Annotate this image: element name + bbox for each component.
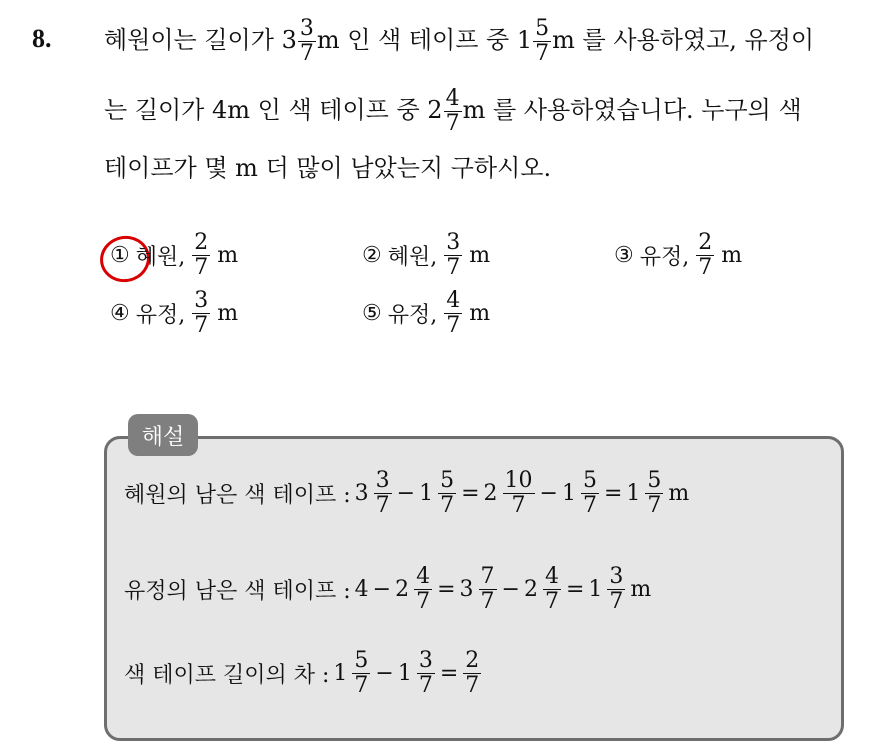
unit: m	[469, 301, 491, 326]
fraction: $\frac{2}{7}$	[194, 230, 209, 280]
row-label: 유정의 남은 색 테이프 :	[124, 579, 351, 604]
minus-sign: −	[539, 481, 558, 506]
minus-sign: −	[501, 577, 520, 602]
equals-sign: =	[461, 481, 480, 506]
fraction: $\frac{2}{7}$	[465, 648, 480, 698]
question-text: m 를 사용하였습니다. 누구의 색	[462, 96, 802, 124]
unit: m	[721, 243, 743, 268]
fraction: $\frac{3}{7}$	[375, 468, 390, 518]
equals-sign: =	[603, 481, 623, 506]
mixed-whole: 3	[281, 26, 297, 54]
choice-number: ②	[362, 243, 382, 268]
fraction: $\frac{4}{7}$	[445, 86, 460, 136]
question-number: 8.	[32, 24, 52, 53]
minus-sign: −	[375, 661, 394, 686]
equals-sign: =	[565, 577, 585, 602]
mixed-whole: 2	[427, 96, 443, 124]
mixed-whole: 2	[395, 577, 410, 602]
mixed-whole: 1	[561, 481, 576, 506]
choice-number: ④	[110, 301, 130, 326]
mixed-whole: 1	[626, 481, 641, 506]
question-text: 혜원이는 길이가	[104, 26, 274, 54]
fraction: $\frac{5}{7}$	[647, 468, 662, 518]
fraction: $\frac{5}{7}$	[535, 16, 550, 66]
mixed-whole: 1	[419, 481, 434, 506]
minus-sign: −	[372, 577, 392, 602]
unit: m	[469, 243, 491, 268]
unit: m	[217, 301, 239, 326]
question-text: m 인 색 테이프 중	[316, 26, 510, 54]
fraction: $\frac{3}{7}$	[194, 288, 209, 338]
choice-name: 유정,	[387, 303, 438, 328]
fraction: $\frac{3}{7}$	[418, 648, 433, 698]
choice-3[interactable]	[614, 232, 742, 279]
mixed-whole: 2	[483, 481, 498, 506]
choice-name: 혜원,	[387, 245, 438, 270]
mixed-whole: 3	[459, 577, 474, 602]
solution-row-hyewon	[124, 470, 689, 517]
fraction: $\frac{4}{7}$	[416, 564, 431, 614]
fraction: $\frac{5}{7}$	[582, 468, 597, 518]
question-text: m 를 사용하였고, 유정이	[552, 26, 815, 54]
question-text: 는 길이가 4m 인 색 테이프 중	[104, 96, 420, 124]
choice-5[interactable]	[362, 290, 490, 337]
fraction: $\frac{5}{7}$	[354, 648, 369, 698]
choice-4[interactable]	[110, 290, 238, 337]
solution-row-yujeong	[124, 566, 651, 613]
choice-name: 혜원,	[135, 245, 186, 270]
choice-number: ③	[614, 243, 634, 268]
question-line-3: 테이프가 몇 m 더 많이 남았는지 구하시오.	[104, 154, 552, 182]
minus-sign: −	[396, 481, 416, 506]
row-label: 색 테이프 길이의 차 :	[124, 663, 330, 688]
fraction: $\frac{4}{7}$	[446, 288, 461, 338]
question-line-2	[104, 88, 802, 135]
solution-row-difference	[124, 650, 482, 697]
choice-name: 유정,	[639, 245, 690, 270]
unit: m	[217, 243, 239, 268]
mixed-whole: 2	[523, 577, 538, 602]
choice-number: ①	[110, 243, 130, 268]
row-label: 혜원의 남은 색 테이프 :	[124, 483, 351, 508]
unit: m	[630, 577, 652, 602]
mixed-whole: 1	[333, 661, 348, 686]
solution-tag: 해설	[128, 414, 198, 456]
choice-name: 유정,	[135, 303, 186, 328]
equals-sign: =	[439, 661, 459, 686]
choice-number: ⑤	[362, 301, 382, 326]
mixed-whole: 3	[354, 481, 369, 506]
fraction: $\frac{3}{7}$	[609, 564, 624, 614]
fraction: $\frac{5}{7}$	[440, 468, 455, 518]
fraction: $\frac{3}{7}$	[446, 230, 461, 280]
fraction: $\frac{2}{7}$	[698, 230, 713, 280]
fraction: $\frac{3}{7}$	[299, 16, 314, 66]
fraction: $\frac{7}{7}$	[480, 564, 495, 614]
mixed-whole: 1	[397, 661, 412, 686]
equals-sign: =	[437, 577, 456, 602]
unit: m	[668, 481, 690, 506]
mixed-whole: 1	[516, 26, 533, 54]
choice-1[interactable]	[110, 232, 238, 279]
fraction: $\frac{10}{7}$	[504, 468, 533, 518]
question-line-1	[104, 18, 814, 65]
mixed-whole: 1	[588, 577, 603, 602]
whole-number: 4	[354, 577, 369, 602]
choice-2[interactable]	[362, 232, 490, 279]
fraction: $\frac{4}{7}$	[544, 564, 559, 614]
